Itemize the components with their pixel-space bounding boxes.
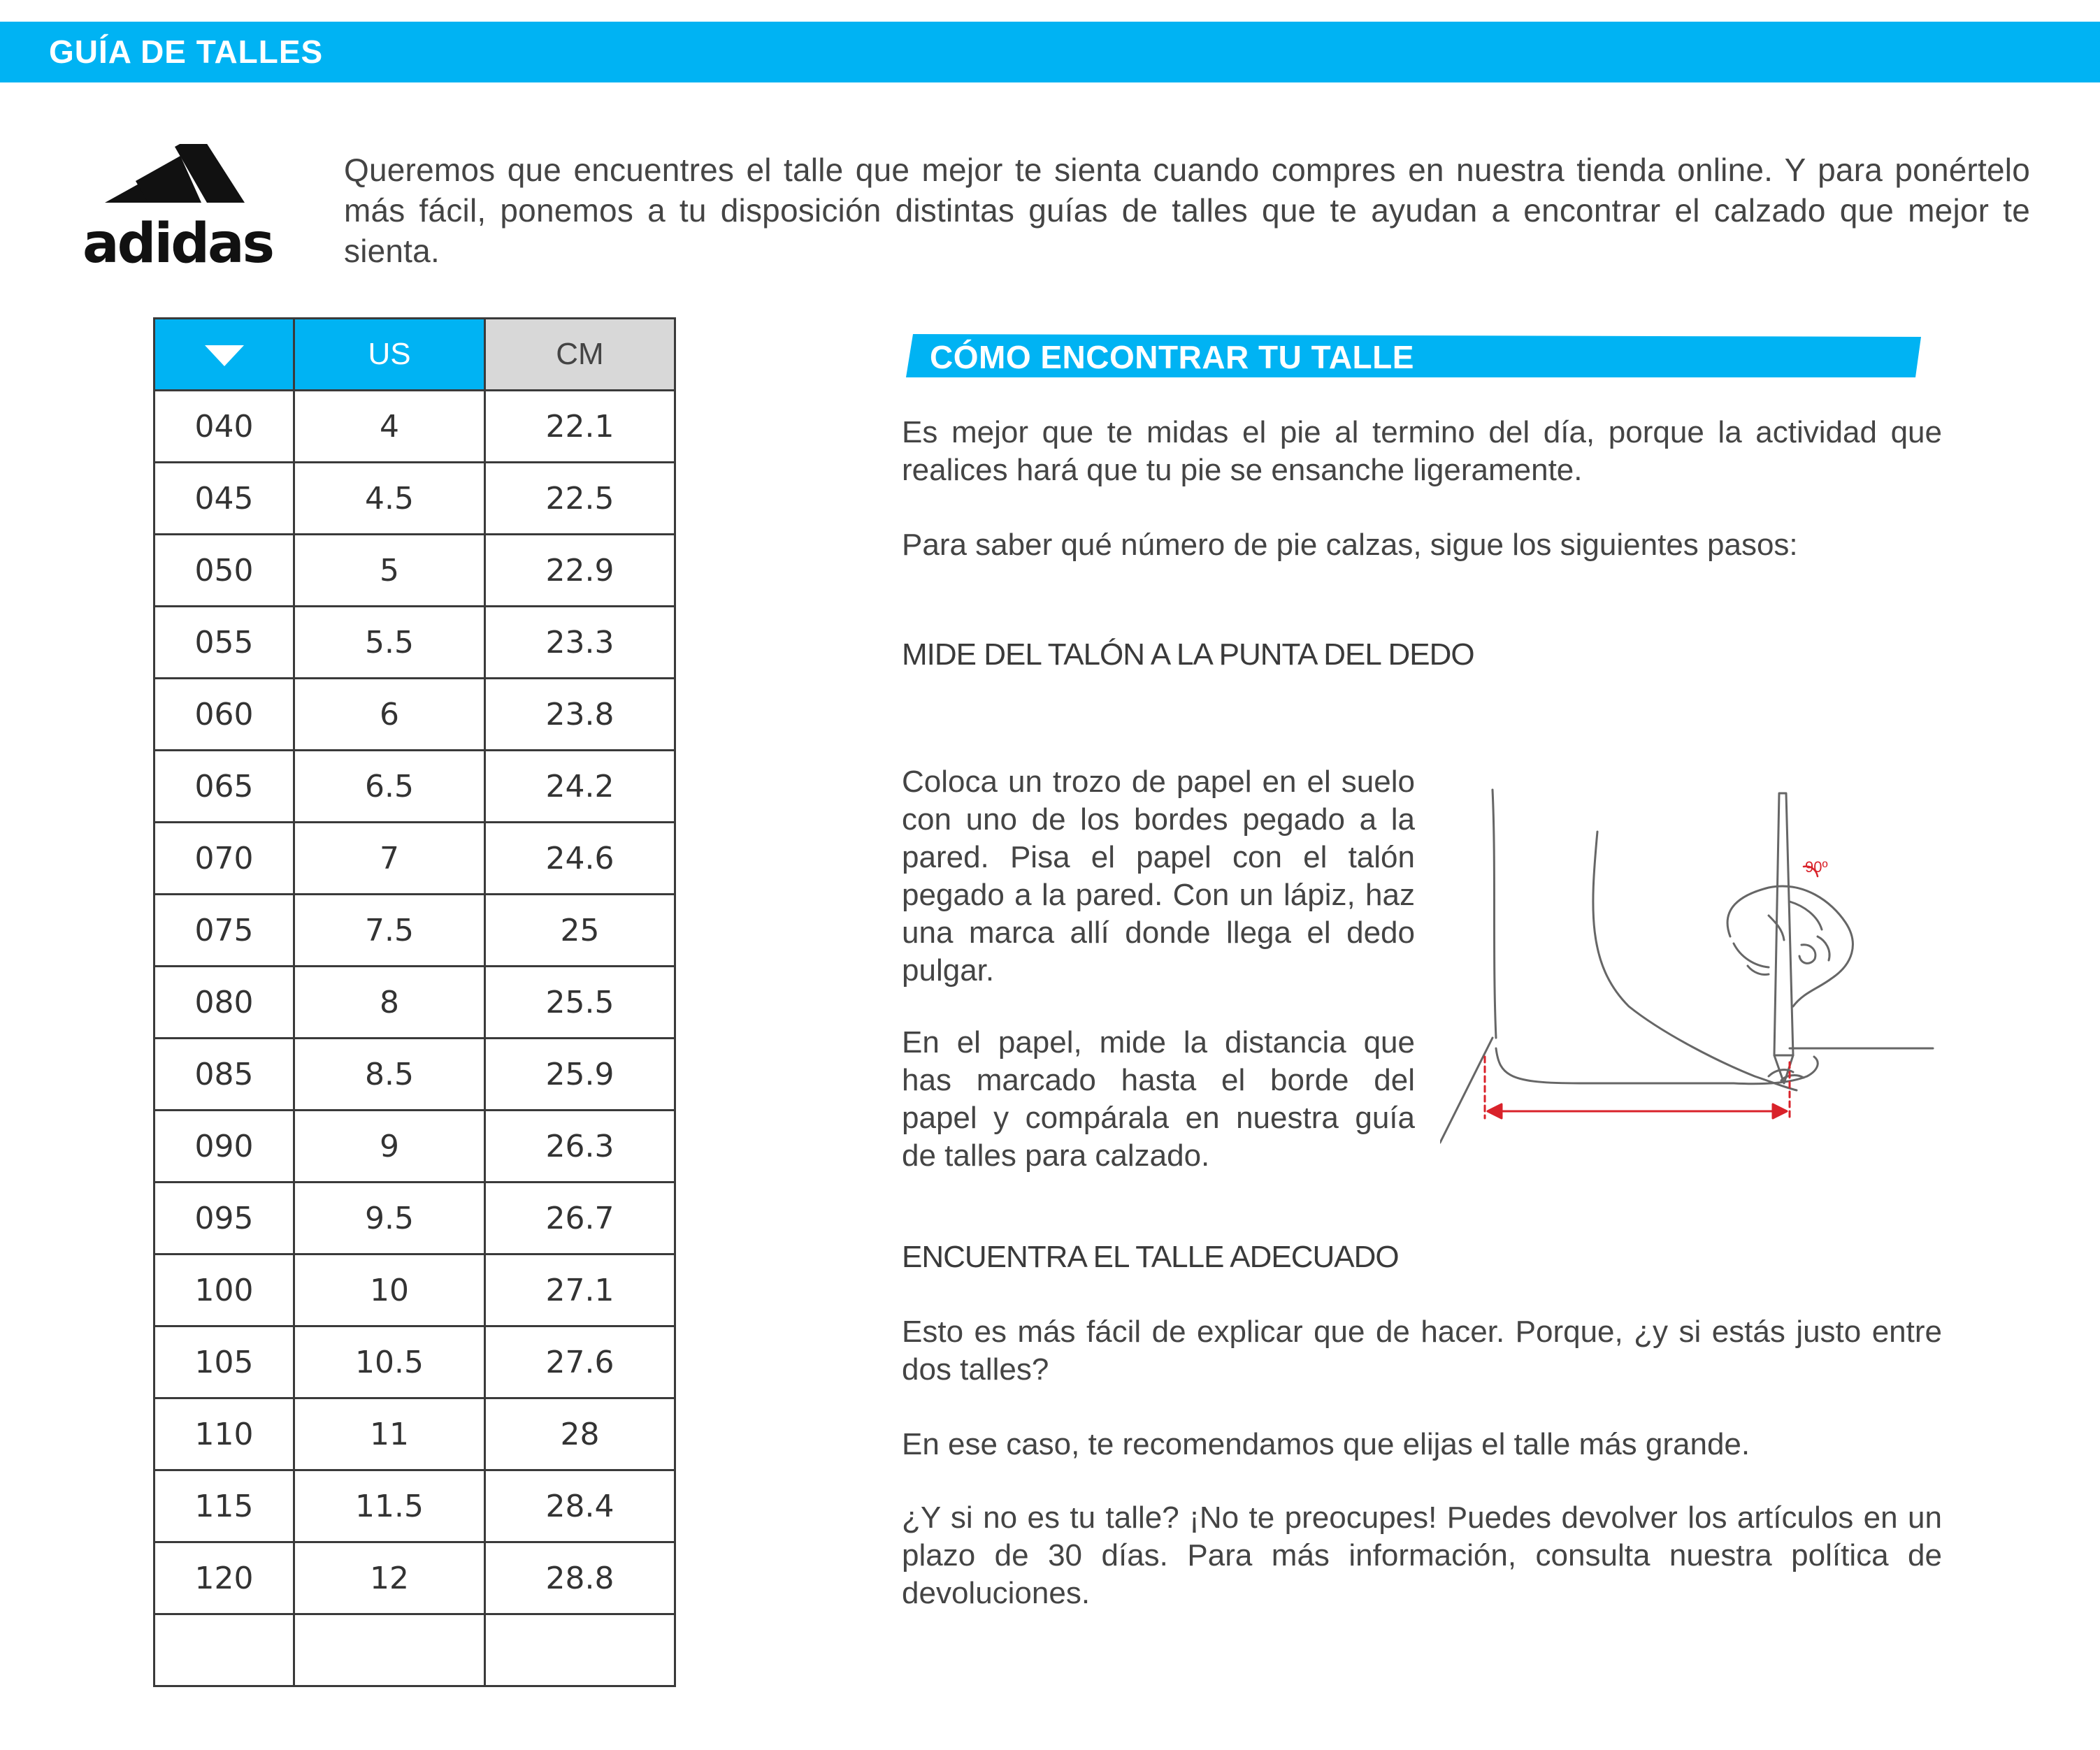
section-banner — [906, 334, 1921, 377]
table-row — [154, 1183, 675, 1254]
size-code-cell: 050 — [154, 535, 294, 607]
cm-size-cell: 26.3 — [485, 1111, 675, 1183]
size-code-cell: 040 — [154, 391, 294, 463]
cm-size-cell: 28 — [485, 1398, 675, 1470]
table-row — [154, 1614, 675, 1686]
table-row — [154, 1254, 675, 1326]
size-code-cell: 085 — [154, 1039, 294, 1111]
table-row — [154, 1470, 675, 1542]
cm-size-cell — [485, 1614, 675, 1686]
cm-size-cell: 25.9 — [485, 1039, 675, 1111]
table-row — [154, 895, 675, 967]
recommendation-paragraph: En ese caso, te recomendamos que elijas el talle más grande. — [902, 1427, 1750, 1461]
cm-size-cell: 24.2 — [485, 751, 675, 823]
cm-size-cell: 27.1 — [485, 1254, 675, 1326]
returns-paragraph: ¿Y si no es tu talle? ¡No te preocupes! Puedes devolver los artículos en un plazo de 30 días. Para más información, consulta nuestra política de devoluciones. — [902, 1500, 1942, 1610]
triangle-down-icon — [205, 345, 244, 366]
cm-size-cell: 26.7 — [485, 1183, 675, 1254]
cm-size-cell: 22.5 — [485, 463, 675, 535]
table-row — [154, 1111, 675, 1183]
size-code-cell: 095 — [154, 1183, 294, 1254]
between-sizes-paragraph: Esto es más fácil de explicar que de hacer. Porque, ¿y si estás justo entre dos talles? — [902, 1315, 1942, 1387]
cm-size-cell: 25 — [485, 895, 675, 967]
us-size-cell: 6 — [294, 679, 485, 751]
table-row — [154, 823, 675, 895]
us-size-cell: 8 — [294, 967, 485, 1039]
size-code-cell: 075 — [154, 895, 294, 967]
size-table — [153, 317, 676, 1687]
angle-label: 90º — [1805, 858, 1828, 876]
header-bar — [0, 22, 2100, 82]
table-row — [154, 463, 675, 535]
us-size-cell: 4 — [294, 391, 485, 463]
size-code-cell: 080 — [154, 967, 294, 1039]
cm-size-cell: 23.3 — [485, 607, 675, 679]
us-size-cell: 11.5 — [294, 1470, 485, 1542]
us-size-cell: 10 — [294, 1254, 485, 1326]
cm-column-header: CM — [485, 319, 675, 391]
logo-wordmark: adidas — [82, 212, 273, 275]
us-size-cell: 12 — [294, 1542, 485, 1614]
intro-paragraph: Es mejor que te midas el pie al termino del día, porque la actividad que realices hará que tu pie se ensanche ligeramente. — [902, 415, 1942, 487]
size-code-cell: 105 — [154, 1326, 294, 1398]
us-size-cell: 5.5 — [294, 607, 485, 679]
us-size-cell: 5 — [294, 535, 485, 607]
size-table-header — [154, 319, 675, 391]
us-column-header: US — [294, 319, 485, 391]
table-row — [154, 967, 675, 1039]
table-row — [154, 679, 675, 751]
cm-size-cell: 27.6 — [485, 1326, 675, 1398]
us-size-cell: 10.5 — [294, 1326, 485, 1398]
size-code-cell: 115 — [154, 1470, 294, 1542]
adidas-logo — [82, 144, 271, 277]
table-row — [154, 1039, 675, 1111]
size-code-cell: 060 — [154, 679, 294, 751]
cm-size-cell: 25.5 — [485, 967, 675, 1039]
intro-text: Queremos que encuentres el talle que mejor te sienta cuando compres en nuestra tienda online. Y para ponértelo más fácil, ponemos a tu disposición distintas guías de talles que te ayudan a encontrar el calzado que mejor te sienta. — [344, 152, 2030, 269]
three-stripes-icon — [82, 144, 271, 221]
table-row — [154, 391, 675, 463]
foot-measuring-illustration — [1440, 783, 1943, 1153]
cm-size-cell: 28.8 — [485, 1542, 675, 1614]
us-size-cell: 7 — [294, 823, 485, 895]
size-code-cell: 100 — [154, 1254, 294, 1326]
table-row — [154, 751, 675, 823]
cm-size-cell: 24.6 — [485, 823, 675, 895]
us-size-cell: 7.5 — [294, 895, 485, 967]
measure-instructions: En el papel, mide la distancia que has marcado hasta el borde del papel y compárala en nuestra guía de talles para calzado. — [902, 1025, 1415, 1173]
page-title: GUÍA DE TALLES — [49, 34, 324, 70]
us-size-cell: 6.5 — [294, 751, 485, 823]
measure-heading: MIDE DEL TALÓN A LA PUNTA DEL DEDO — [902, 637, 1474, 672]
size-code-cell: 120 — [154, 1542, 294, 1614]
size-code-cell: 090 — [154, 1111, 294, 1183]
us-size-cell: 9 — [294, 1111, 485, 1183]
wall-line — [1493, 790, 1496, 1038]
find-size-heading: ENCUENTRA EL TALLE ADECUADO — [902, 1240, 1399, 1274]
cm-size-cell: 23.8 — [485, 679, 675, 751]
sort-column-header[interactable] — [154, 319, 294, 391]
size-code-cell: 045 — [154, 463, 294, 535]
table-row — [154, 1542, 675, 1614]
us-size-cell: 9.5 — [294, 1183, 485, 1254]
size-code-cell: 110 — [154, 1398, 294, 1470]
table-row — [154, 607, 675, 679]
size-code-cell: 055 — [154, 607, 294, 679]
cm-size-cell: 28.4 — [485, 1470, 675, 1542]
cm-size-cell: 22.1 — [485, 391, 675, 463]
us-size-cell: 11 — [294, 1398, 485, 1470]
table-row — [154, 535, 675, 607]
table-row — [154, 1398, 675, 1470]
table-row — [154, 1326, 675, 1398]
steps-paragraph: Para saber qué número de pie calzas, sigue los siguientes pasos: — [902, 528, 1798, 562]
cm-size-cell: 22.9 — [485, 535, 675, 607]
size-code-cell: 065 — [154, 751, 294, 823]
paper-instructions: Coloca un trozo de papel en el suelo con uno de los bordes pegado a la pared. Pisa el papel con el talón pegado a la pared. Con un lápiz, haz una marca allí donde llega el dedo pulgar. — [902, 765, 1415, 988]
us-size-cell: 4.5 — [294, 463, 485, 535]
us-size-cell — [294, 1614, 485, 1686]
size-code-cell — [154, 1614, 294, 1686]
section-title: CÓMO ENCONTRAR TU TALLE — [930, 339, 1414, 375]
us-size-cell: 8.5 — [294, 1039, 485, 1111]
size-code-cell: 070 — [154, 823, 294, 895]
